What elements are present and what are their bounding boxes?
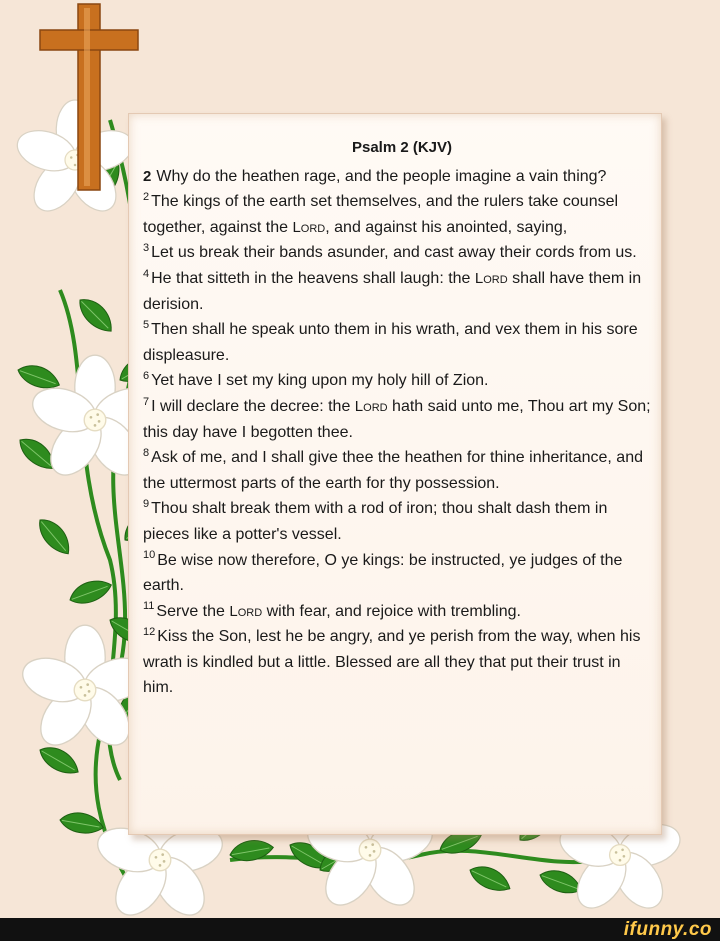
verse-text: Then shall he speak unto them in his wrath, and vex them in his sore displeasure. <box>143 321 638 364</box>
verse-number: 8 <box>143 446 150 459</box>
verse-number: 11 <box>143 600 155 613</box>
verse-list <box>143 164 655 701</box>
verse-text: The kings of the earth set themselves, and the rulers take counsel together, against the <box>143 193 619 236</box>
verse <box>143 496 655 547</box>
verse-number: 5 <box>143 318 150 331</box>
verse-number: 12 <box>143 625 156 638</box>
verse <box>143 394 655 445</box>
verse-number: 7 <box>143 395 150 408</box>
lord-smallcaps: Lord <box>354 397 388 415</box>
verse-text: He that sitteth in the heavens shall laugh: the <box>151 269 475 287</box>
verse-number: 2 <box>143 190 150 203</box>
verse-text: with fear, and rejoice with trembling. <box>262 602 521 620</box>
page-title: Psalm 2 (KJV) <box>351 139 453 156</box>
verse-text: hath said unto me, Thou art my Son; this day have I begotten thee. <box>143 397 651 441</box>
verse-text: Serve the <box>156 602 230 620</box>
verse-number: 3 <box>143 242 150 255</box>
lord-smallcaps: Lord <box>474 269 508 287</box>
verse-number: 6 <box>143 370 150 383</box>
verse <box>143 164 655 190</box>
verse-number: 9 <box>143 497 150 510</box>
footer-bar <box>0 918 720 941</box>
verse-text: Be wise now therefore, O ye kings: be instructed, ye judges of the earth. <box>143 551 623 595</box>
verse-text: Let us break their bands asunder, and cast away their cords from us. <box>151 244 637 262</box>
verse-text: I will declare the decree: the <box>151 397 355 415</box>
verse-text: , and against his anointed, saying, <box>325 218 568 236</box>
psalm-text <box>143 135 655 701</box>
verse <box>143 368 655 394</box>
lord-smallcaps: Lord <box>229 602 263 620</box>
verse <box>143 317 655 368</box>
verse-text: Why do the heathen rage, and the people imagine a vain thing? <box>156 167 607 185</box>
verse-text: Yet have I set my king upon my holy hill of Zion. <box>151 372 489 390</box>
verse-text: Kiss the Son, lest he be angry, and ye perish from the way, when his wrath is kindled but a little. Blessed are all they that put their trust in him. <box>143 628 641 697</box>
verse <box>143 548 655 599</box>
verse-text: Thou shalt break them with a rod of iron; thou shalt dash them in pieces like a potter's vessel. <box>143 500 608 543</box>
verse <box>143 240 655 266</box>
verse-number: 2 <box>143 167 152 185</box>
verse-number: 10 <box>143 549 156 562</box>
verse <box>143 599 655 625</box>
verse-text: Ask of me, and I shall give thee the heathen for thine inheritance, and the uttermost parts of the earth for thy possession. <box>143 449 643 492</box>
lord-smallcaps: Lord <box>292 218 326 236</box>
verse-text: shall have them in derision. <box>143 269 642 313</box>
watermark: ifunny.co <box>623 919 712 940</box>
verse <box>143 189 655 240</box>
verse <box>143 445 655 496</box>
verse-number: 4 <box>143 267 150 280</box>
verse <box>143 266 655 317</box>
verse <box>143 624 655 701</box>
